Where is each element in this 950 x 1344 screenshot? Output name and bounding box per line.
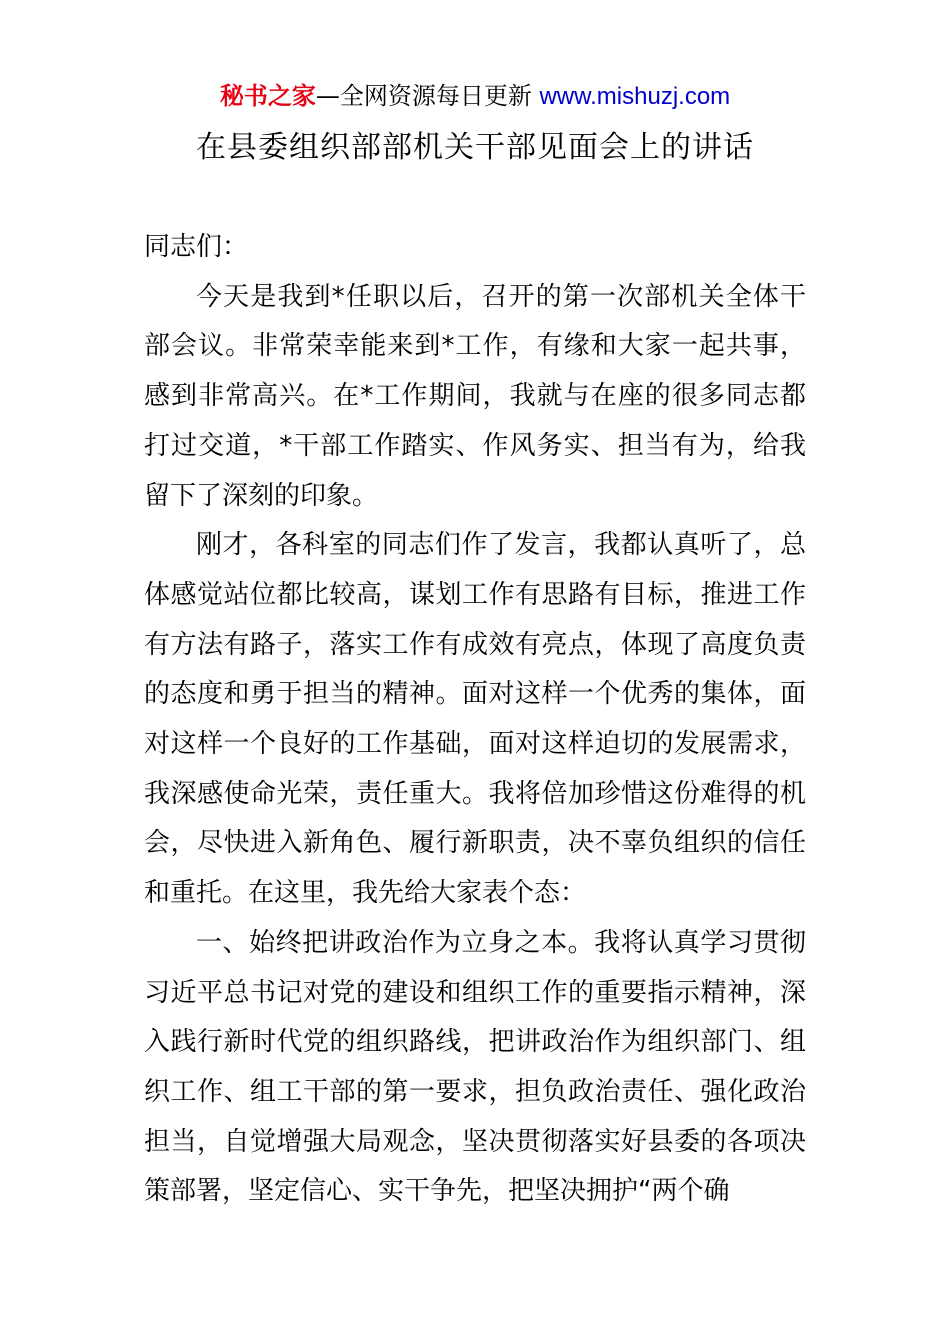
- site-banner: [0, 80, 950, 113]
- site-tagline: —全网资源每日更新: [315, 82, 532, 110]
- site-url-link[interactable]: www.mishuzj.com: [539, 83, 731, 110]
- document-body: [144, 223, 806, 1217]
- paragraph-2: 刚才，各科室的同志们作了发言，我都认真听了，总体感觉站位都比较高，谋划工作有思路有目标，推进工作有方法有路子，落实工作有成效有亮点，体现了高度负责的态度和勇于担当的精神。面对这样一个优秀的集体，面对这样一个良好的工作基础，面对这样迫切的发展需求，我深感使命光荣，责任重大。我将倍加珍惜这份难得的机会，尽快进入新角色、履行新职责，决不辜负组织的信任和重托。在这里，我先给大家表个态：: [144, 530, 806, 909]
- site-brand: 秘书之家: [219, 82, 316, 110]
- paragraph-3: 一、始终把讲政治作为立身之本。我将认真学习贯彻习近平总书记对党的建设和组织工作的重要指示精神，深入践行新时代党的组织路线，把讲政治作为组织部门、组织工作、组工干部的第一要求，担负政治责任、强化政治担当，自觉增强大局观念，坚决贯彻落实好县委的各项决策部署，坚定信心、实干争先，把坚决拥护“两个确: [144, 927, 806, 1207]
- document-title: 在县委组织部部机关干部见面会上的讲话: [196, 130, 754, 165]
- paragraph-1: 今天是我到*任职以后，召开的第一次部机关全体干部会议。非常荣幸能来到*工作，有缘和大家一起共事，感到非常高兴。在*工作期间，我就与在座的很多同志都打过交道，*干部工作踏实、作风务实、担当有为，给我留下了深刻的印象。: [144, 281, 806, 511]
- salutation: 同志们：: [144, 232, 249, 262]
